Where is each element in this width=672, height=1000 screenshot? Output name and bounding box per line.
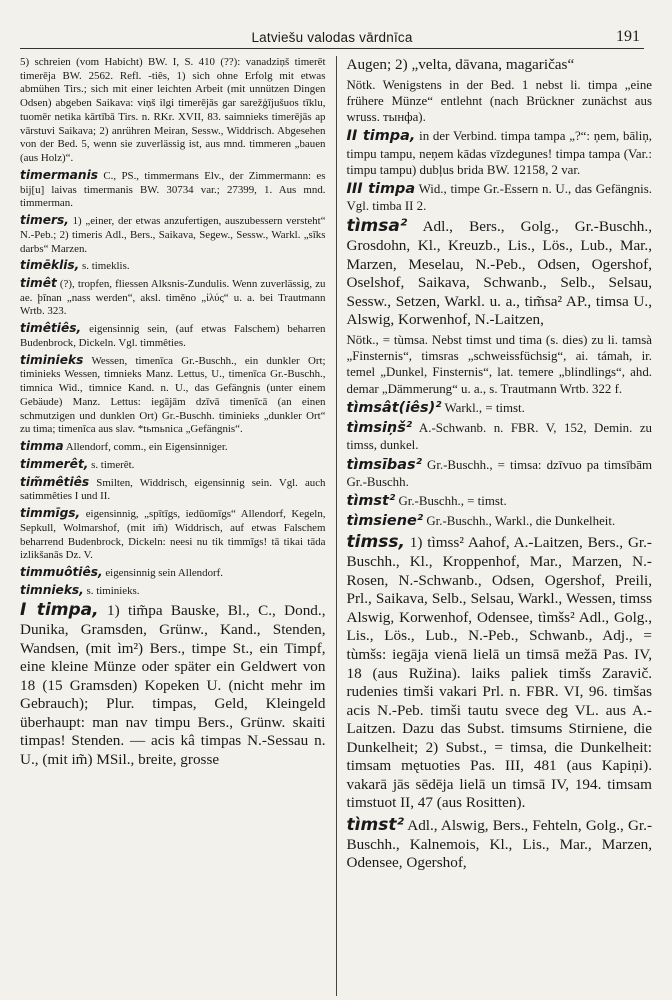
entry-headword: II timpa, [346,128,416,145]
entry-text: eigensinnig sein, (auf etwas Falschem) beharren Budenbrock, Dickeln. Vgl. timmêties. [20,323,326,349]
entry-headword: timmuôtiês, [20,564,103,579]
entry-text: Smilten, Widdrisch, eigensinnig sein. Vgl. auch satimmêties I und II. [20,476,326,503]
entry-headword: timêtiês, [20,321,82,336]
dictionary-entry [20,565,326,581]
entry-text: C., PS., timmermans Elv., der Zimmermann: es bij[u] laivas timermanis BW. 30734 var.; 27399, 1. Aus mnd. timmerman. [20,169,326,210]
dictionary-entry [347,127,653,178]
entry-headword: tim̃mêtiês [20,474,90,489]
dictionary-entry [347,332,653,397]
entry-text: Augen; 2) „velta, dāvana, magaričas“ [346,56,575,73]
entry-text: 1) „einer, der etwas anzufertigen, auszubessern versteht“ N.-Peb.; 2) timeris Adl., Bers., Saikava, Segew., Sessw., Warkl. „sīks darbs“ Marzen. [20,215,326,255]
dictionary-entry [20,439,326,455]
dictionary-entry [20,321,326,350]
entry-headword: tìmsât(iês)² [346,399,442,416]
entry-headword: timers, [20,213,69,228]
entry-headword: timnieks, [20,582,84,597]
dictionary-entry [347,512,653,530]
dictionary-entry [20,56,326,166]
entry-text: s. timeklis. [79,260,130,273]
entry-text: (?), tropfen, fliessen Alksnis-Zundulis. Wenn zuverlässig, zu ae. þīnan „nass werden“, aksl. timěno „ἰλύς“ u. a. bei Trautmann Wrtb. 323. [20,278,326,318]
entry-text: eigensinnig sein Allendorf. [102,566,223,579]
entry-headword: tìmsiene² [346,513,424,530]
entry-headword: tìmsības² [346,456,422,473]
entry-text: Wessen, timenīca Gr.-Buschh., ein dunkler Ort; timinieks Wessen, timnieks Manz. Lettus, U., timenīca Gr.-Buschh., timnica Wid., timnice Kand. n. U., das Gefängnis (unter einem Gebäude) Manz. Lettus: iegājām dzīvā timenīcā (an einen schmutzigen und dunklen Ort) Gr.-Buschh. timinieks „dunkler Ort“ zu tima; timenīca aus slav. *tьmьnica „Gefängnis“. [20,354,326,436]
dictionary-entry [347,456,653,490]
entry-text: Gr.-Buschh., Warkl., die Dunkelheit. [423,514,616,529]
dictionary-entry [347,419,653,453]
dictionary-entry [347,399,653,417]
entry-text: eigensinnig, „spītīgs, iedūomīgs“ Allendorf, Kegeln, Sepkull, Wolmarshof, (mit im̃) Widdrisch, auf etwas Falschem beharrend Budenbrock, Dickeln: neesi nu tik timmīgs! tā tikai tāda izlikšanās Dz. V. [20,508,326,562]
dictionary-entry [20,475,326,504]
entry-text: Gr.-Buschh., = timsa: dzīvuo pa timsībām Gr.-Buschh. [346,457,652,489]
entry-text: Nötk., = tùmsa. Nebst timst und tima (s. dies) zu li. tamsà „Finsternis“, timsras „schweissfüchsig“, ai. támah, ir. temel „Dunkel, Finsternis“, lat. temere „blindlings“, ahd. demar „Dämmerung“ u. a., s. Trautmann Wrtb. 322 f. [346,332,652,396]
dictionary-entry [20,457,326,473]
dictionary-entry [20,276,326,319]
dictionary-entry [20,258,326,274]
right-column [337,56,653,996]
dictionary-entry [20,213,326,256]
entry-headword: I timpa, [20,600,99,621]
left-column [20,56,337,996]
entry-text: 5) schreien (vom Habicht) BW. I, S. 410 (??): vanadziņš timerēt timerēja BW. 2562. Refl. -tiês, 1) sich ohne Erfolg mit etwas abmühen Tirs.; sich mit einer leichten Arbeit (mit unnützen Dingen Odsen) abgeben Saikava: viņš ilgi timerējās gar sarežģījušuos tīklu, tuomēr netika kārtībā Tirs. n. RKr. XVII, 83. saimnieks timerējās ap vārstuvi Saikava; 2) anrühren Meiran, Sessw., Widdrisch. Abgesehen von der Bed. 5, wenn sie zuverlässig ist, aus mnd. timmeren „bauen (aus Holz)“. [20,56,326,165]
entry-headword: timêt [20,276,57,291]
dictionary-entry [20,506,326,563]
entry-headword: timinieks [20,352,84,367]
page-number: 191 [616,28,640,45]
dictionary-entry [347,492,653,510]
entry-headword: timmīgs, [20,506,81,521]
entry-text: Adl., Bers., Golg., Gr.-Buschh., Grosdohn, Kl., Kreuzb., Lis., Lös., Lub., Mar., Marzen, Meselau, N.-Peb., Odsen, Ogershof, Oselshof, Saikava, Schwanb., Selb., Selsau, Sessw., Setzen, Warkl. u. a., tim̃sa² AP., timsa U., Alswig, Korwenhof, N.-Laitzen, [346,218,652,329]
entry-text: 1) tim̃pa Bauske, Bl., C., Dond., Dunika, Gramsden, Grünw., Kand., Stenden, Wandsen, (mit ìm²) Bers., timpe St., ein Timpf, eine kleine Münze oder später ein Geldwert von 18 (15 Gramsden) Kopeken U. (nicht mehr im Gebrauch); Plur. timpas, Geld, Kleingeld überhaupt: man nav timpu Bers., Grünw. skaiti timpas! Stenden. — acis kâ timpas N.-Sessau n. U., (mit im̃) MSil., breite, grosse [20,602,326,769]
entry-headword: tìmsa² [346,216,408,237]
entry-headword: timma [20,439,64,454]
entry-text: s. timinieks. [83,584,140,597]
entry-headword: timmerêt, [20,456,89,471]
dictionary-entry [347,815,653,873]
dictionary-entry [347,56,653,75]
dictionary-entry [20,353,326,437]
dictionary-entry [20,600,326,769]
entry-text: 1) tìmss² Aahof, A.-Laitzen, Bers., Gr.-Buschh., Kl., Kroppenhof, Mar., Marzen, N.-Rosen, N.-Schwanb., Odsen, Ogershof, Preili, Prl., Saikava, Selb., Selsau, Warkl., Wessen, timss Alswig, Korwenhof, Odensee, tìmšs² Adl., Golg., Lis., Lös., Lub., N.-Peb., Schwanb., Adj., = tùmšs: iegāja vienā lielā un timsā mežā Pas. IV, 18 (aus Ružina). laiks paliek timšs Zaravič. rudenies timši vakari Prl. n. FBR. VI, 96. timšas acis N.-Peb. timši tautu svece deg VL. aus A.-Laitzen. Dazu das Subst. timsums Stirniene, die Dunkelheit; 2) Subst., = timsa, die Dunkelheit: timsam mętuoties Pas. III, 481 (aus Kapiņi). vakarā jās sēdēja lielā un timsā IV, 194. timsam timstuot II, 47 (aus Rositten). [346,534,652,812]
dictionary-entry [20,168,326,211]
entry-headword: tìmst² [346,814,404,835]
entry-text: in der Verbind. timpa tampa „?“: ņem, bāliņ, timpu tampu, neņem kādas vīzdegunes! timpa tampa (Var.: timpu tampu) dubļus brida BW. 12158, 2 var. [346,129,652,177]
dictionary-entry [347,216,653,330]
entry-headword: III timpa [346,181,416,197]
entry-headword: tìmst² [346,493,396,510]
entry-text: Gr.-Buschh., = timst. [395,494,507,509]
entry-text: Adl., Alswig, Bers., Fehteln, Golg., Gr.-Buschh., Kalnemois, Kl., Lis., Mar., Marzen, Odensee, Ogershof, [346,816,652,872]
dictionary-entry [347,180,653,214]
entry-text: Nötk. Wenigstens in der Bed. 1 nebst li. timpa „eine frühere Münze“ entlehnt (nach Brückner zunächst aus wruss. тынфа). [346,77,652,125]
entry-text: s. timerêt. [88,458,135,471]
page-header [20,26,644,49]
entry-headword: timermanis [20,167,99,182]
running-title: Latviešu valodas vārdnīca [251,30,413,45]
entry-headword: tìmsiņš² [346,420,413,437]
entry-text: A.-Schwanb. n. FBR. V, 152, Demin. zu timss, dunkel. [346,421,652,453]
dictionary-entry [347,532,653,812]
dictionary-entry [347,77,653,126]
entry-text: Warkl., = timst. [441,400,525,415]
entry-text: Wid., timpe Gr.-Essern n. U., das Gefängnis. Vgl. timba II 2. [346,182,652,214]
entry-headword: timēklis, [20,258,80,273]
entry-headword: timss, [346,532,405,553]
two-column-body [20,56,652,996]
entry-text: Allendorf, comm., ein Eigensinniger. [63,441,228,454]
dictionary-entry [20,583,326,599]
